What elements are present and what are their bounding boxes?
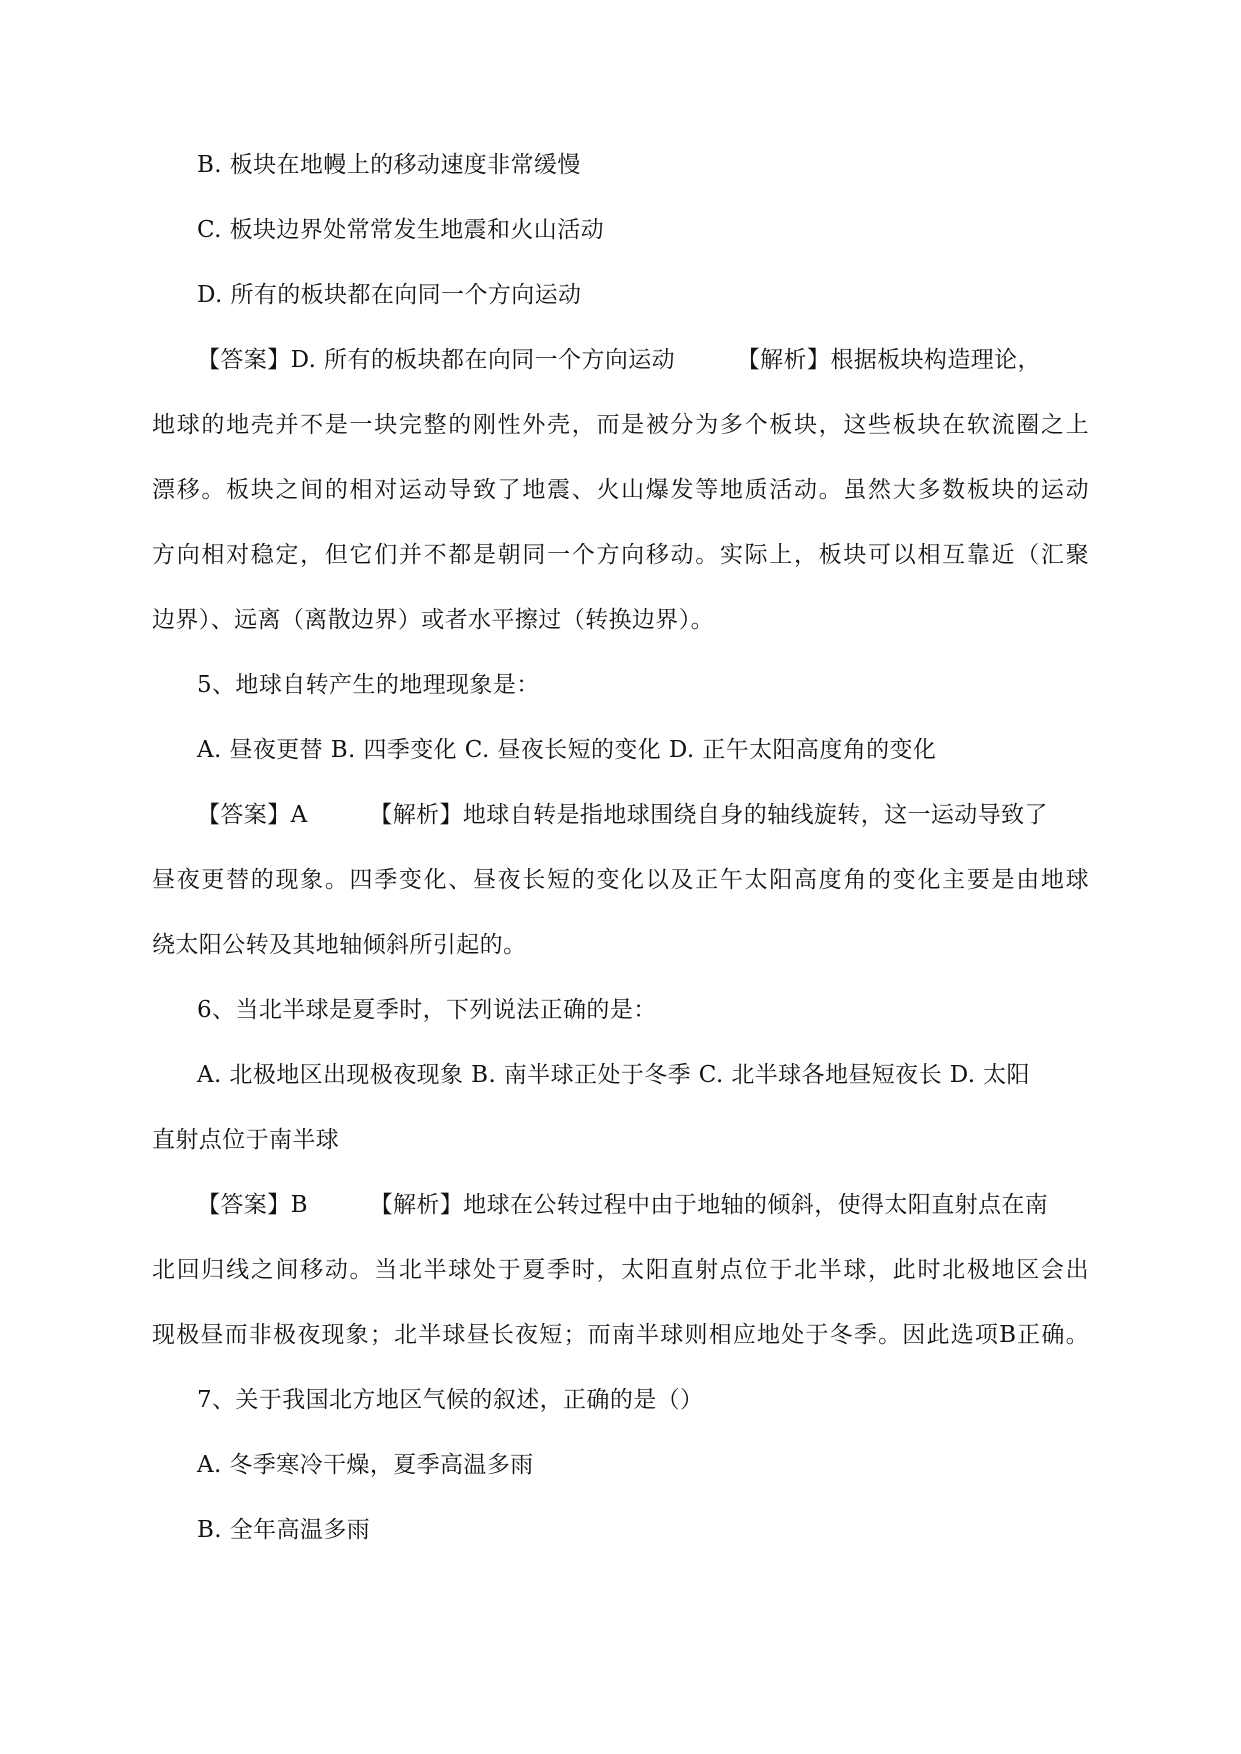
question-5-options: A. 昼夜更替 B. 四季变化 C. 昼夜长短的变化 D. 正午太阳高度角的变化 — [197, 737, 937, 763]
question-7: 7、关于我国北方地区气候的叙述，正确的是（） — [197, 1387, 704, 1413]
question-7-option-a: A. 冬季寒冷干燥，夏季高温多雨 — [197, 1452, 534, 1478]
question-6-options-line-1: A. 北极地区出现极夜现象 B. 南半球正处于冬季 C. 北半球各地昼短夜长 D. 太阳 — [197, 1062, 1030, 1088]
question-6: 6、当北半球是夏季时，下列说法正确的是： — [197, 997, 657, 1023]
analysis-q5-line-3: 绕太阳公转及其地轴倾斜所引起的。 — [152, 932, 527, 958]
analysis-q4-line-2: 漂移。板块之间的相对运动导致了地震、火山爆发等地质活动。虽然大多数板块的运动 — [152, 477, 1089, 503]
analysis-q4-line-4: 边界）、远离（离散边界）或者水平擦过（转换边界）。 — [152, 607, 714, 633]
analysis-q6-line-3: 现极昼而非极夜现象；北半球昼长夜短；而南半球则相应地处于冬季。因此选项B正确。 — [152, 1322, 1089, 1348]
question-5: 5、地球自转产生的地理现象是： — [197, 672, 540, 698]
answer-q4-line: 【答案】D. 所有的板块都在向同一个方向运动 【解析】根据板块构造理论， — [197, 347, 1041, 373]
analysis-q6-line-2: 北回归线之间移动。当北半球处于夏季时，太阳直射点位于北半球，此时北极地区会出 — [152, 1257, 1089, 1283]
analysis-q4-line-1: 地球的地壳并不是一块完整的刚性外壳，而是被分为多个板块，这些板块在软流圈之上 — [152, 412, 1089, 438]
answer-q6-line: 【答案】B 【解析】地球在公转过程中由于地轴的倾斜，使得太阳直射点在南 — [197, 1192, 1049, 1218]
answer-q5-line: 【答案】A 【解析】地球自转是指地球围绕自身的轴线旋转，这一运动导致了 — [197, 802, 1048, 828]
option-b-plate-speed: B. 板块在地幔上的移动速度非常缓慢 — [197, 152, 581, 178]
option-c-plate-boundary: C. 板块边界处常常发生地震和火山活动 — [197, 217, 605, 243]
question-6-options-line-2: 直射点位于南半球 — [152, 1127, 340, 1153]
analysis-q5-line-2: 昼夜更替的现象。四季变化、昼夜长短的变化以及正午太阳高度角的变化主要是由地球 — [152, 867, 1089, 893]
option-d-plate-direction: D. 所有的板块都在向同一个方向运动 — [197, 282, 582, 308]
analysis-q4-line-3: 方向相对稳定，但它们并不都是朝同一个方向移动。实际上，板块可以相互靠近（汇聚 — [152, 542, 1089, 568]
question-7-option-b: B. 全年高温多雨 — [197, 1517, 371, 1543]
